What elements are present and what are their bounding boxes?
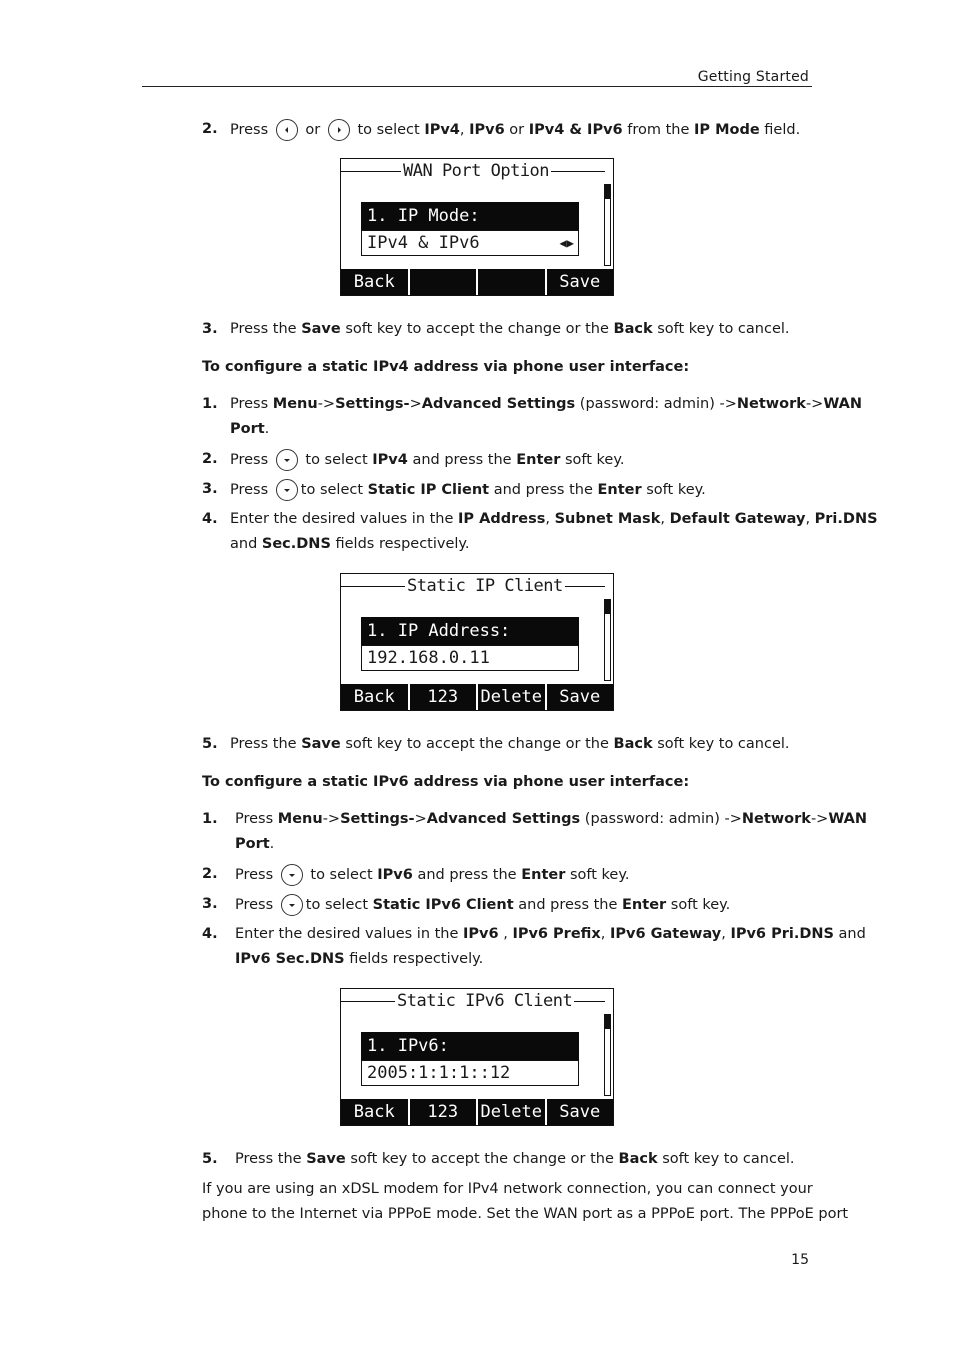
softkey-123: 123 xyxy=(410,1099,479,1125)
lcd-softkeys xyxy=(341,1099,613,1125)
pppoe-paragraph-line2: phone to the Internet via PPPoE mode. Set the WAN port as a PPPoE port. The PPPoE port xyxy=(202,1206,849,1222)
step-number: 4. xyxy=(202,926,218,942)
ipv4-step1-text: Press Menu->Settings->Advanced Settings (password: admin) ->Network->WAN xyxy=(230,396,863,412)
ipv6-step2-text: Press to select IPv6 and press the Enter soft key. xyxy=(235,864,629,886)
softkey-empty xyxy=(410,269,479,295)
step-number: 3. xyxy=(202,321,218,337)
right-navigation-key-icon xyxy=(328,119,350,141)
ipv6-step4-text: Enter the desired values in the IPv6 , IPv6 Prefix, IPv6 Gateway, IPv6 Pri.DNS and xyxy=(235,926,866,942)
ipv6-step1-text: Press Menu->Settings->Advanced Settings (password: admin) ->Network->WAN xyxy=(235,811,868,827)
header-rule xyxy=(142,86,812,87)
lcd-value-field: 192.168.0.11 xyxy=(361,645,579,671)
softkey-delete: Delete xyxy=(478,684,547,710)
lcd-value-field: 2005:1:1:1::12 xyxy=(361,1060,579,1086)
softkey-123: 123 xyxy=(410,684,479,710)
softkey-delete: Delete xyxy=(478,1099,547,1125)
step-number: 3. xyxy=(202,896,218,912)
ipv4-heading: To configure a static IPv4 address via phone user interface: xyxy=(202,359,690,375)
softkey-empty xyxy=(478,269,547,295)
lcd-softkeys xyxy=(341,269,613,295)
step-number: 2. xyxy=(202,866,218,882)
lcd-static-ipv6-client xyxy=(340,988,614,1126)
down-navigation-key-icon xyxy=(281,894,303,916)
ipv4-step3-text: Press to select Static IP Client and press the Enter soft key. xyxy=(230,479,706,501)
step-number: 2. xyxy=(202,451,218,467)
ipv4-step5-text: Press the Save soft key to accept the change or the Back soft key to cancel. xyxy=(230,736,790,752)
ipv4-step1-text-cont: Port. xyxy=(230,421,270,437)
ipv6-heading: To configure a static IPv6 address via phone user interface: xyxy=(202,774,690,790)
step-number: 4. xyxy=(202,511,218,527)
softkey-back: Back xyxy=(341,269,410,295)
step-number: 5. xyxy=(202,1151,218,1167)
lcd-selected-item: 1. IP Mode: xyxy=(361,202,579,230)
left-right-arrows-icon: ◀▶ xyxy=(559,236,574,250)
page-number: 15 xyxy=(791,1252,809,1268)
softkey-save: Save xyxy=(559,272,601,292)
lcd-static-ip-client xyxy=(340,573,614,711)
lcd-selected-item: 1. IPv6: xyxy=(361,1032,579,1060)
step-number: 3. xyxy=(202,481,218,497)
lcd-title: Static IPv6 Client xyxy=(397,991,573,1011)
lcd-selected-item: 1. IP Address: xyxy=(361,617,579,645)
running-header: Getting Started xyxy=(697,69,809,85)
down-navigation-key-icon xyxy=(276,449,298,471)
step-save-text: Press the Save soft key to accept the change or the Back soft key to cancel. xyxy=(230,321,790,337)
ipv4-step4-text-cont: and Sec.DNS fields respectively. xyxy=(230,536,470,552)
lcd-scrollbar xyxy=(604,184,611,266)
softkey-back: Back xyxy=(341,684,410,710)
ipv6-step4-text-cont: IPv6 Sec.DNS fields respectively. xyxy=(235,951,484,967)
left-navigation-key-icon xyxy=(276,119,298,141)
lcd-softkeys xyxy=(341,684,613,710)
pppoe-paragraph-line1: If you are using an xDSL modem for IPv4 network connection, you can connect your xyxy=(202,1181,813,1197)
lcd-title: WAN Port Option xyxy=(403,161,550,181)
ipv4-step4-text: Enter the desired values in the IP Address, Subnet Mask, Default Gateway, Pri.DNS xyxy=(230,511,878,527)
lcd-title: Static IP Client xyxy=(407,576,563,596)
ipv6-step3-text: Press to select Static IPv6 Client and press the Enter soft key. xyxy=(235,894,730,916)
step-number: 2. xyxy=(202,121,218,137)
ipv6-step1-text-cont: Port. xyxy=(235,836,275,852)
ipv4-step2-text: Press to select IPv4 and press the Enter soft key. xyxy=(230,449,624,471)
softkey-save: Save xyxy=(559,1102,601,1122)
softkey-save: Save xyxy=(559,687,601,707)
step-number: 1. xyxy=(202,811,218,827)
lcd-wan-port-option xyxy=(340,158,614,296)
down-navigation-key-icon xyxy=(281,864,303,886)
lcd-value-field: IPv4 & IPv6 ◀▶ xyxy=(361,230,579,256)
lcd-scrollbar xyxy=(604,1014,611,1096)
step-number: 1. xyxy=(202,396,218,412)
step-ipmode-text: Press or to select IPv4, IPv6 or IPv4 & IPv6 from the IP Mode field. xyxy=(230,119,800,141)
lcd-scrollbar xyxy=(604,599,611,681)
ipv6-step5-text: Press the Save soft key to accept the change or the Back soft key to cancel. xyxy=(235,1151,795,1167)
softkey-back: Back xyxy=(341,1099,410,1125)
down-navigation-key-icon xyxy=(276,479,298,501)
step-number: 5. xyxy=(202,736,218,752)
